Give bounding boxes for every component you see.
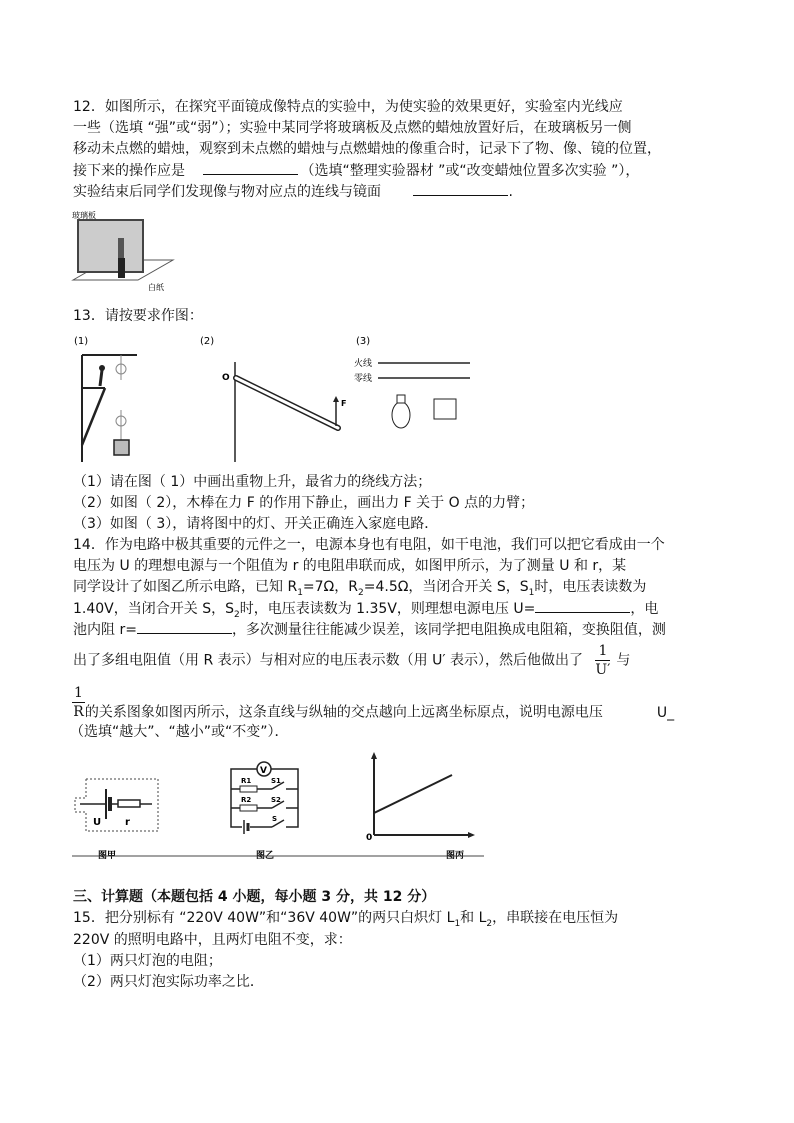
q15-line2: 220V 的照明电路中，且两灯电阻不变，求： bbox=[73, 932, 352, 948]
text: =4.5Ω，当闭合开关 S，S bbox=[363, 579, 529, 595]
force-f-label: F bbox=[341, 399, 347, 408]
text: ，电 bbox=[630, 601, 659, 617]
candle bbox=[118, 258, 125, 278]
label-r2: R2 bbox=[241, 796, 252, 804]
label-s1: S1 bbox=[271, 777, 281, 785]
neutral-wire-label: 零线 bbox=[354, 374, 373, 384]
q12-mirror-figure bbox=[68, 208, 178, 293]
q12-line5-text: 实验结束后同学们发现像与物对应点的连线与镜面 bbox=[73, 184, 381, 200]
q12-line2: 一些（选填 “强”或“弱”）；实验中某同学将玻璃板及点燃的蜡烛放置好后，在玻璃板另一侧 bbox=[73, 120, 632, 136]
q15-sub2: （2）两只灯泡实际功率之比． bbox=[73, 974, 264, 990]
q12-line4 bbox=[73, 160, 639, 181]
graph-line bbox=[374, 775, 452, 813]
text: 15．把分别标有 “220V 40W”和“36V 40W”的两只白炽灯 L bbox=[73, 910, 455, 926]
q12-line5 bbox=[73, 181, 513, 202]
q14-resistance-blank[interactable] bbox=[137, 619, 232, 634]
candle-image bbox=[118, 238, 124, 260]
weight-block bbox=[114, 440, 129, 455]
switch-icon bbox=[434, 399, 456, 419]
q14-line2: 电压为 U 的理想电源与一个阻值为 r 的电阻串联而成，如图甲所示，为了测量 U 和 r，某 bbox=[73, 558, 627, 574]
text: =7Ω，R bbox=[302, 579, 358, 595]
subscript: 2 bbox=[233, 609, 240, 620]
fig2-label: (2) bbox=[200, 336, 215, 347]
fraction-1-over-r bbox=[72, 684, 85, 721]
text: 时，电压表读数为 1.35V，则理想电源电压 U= bbox=[239, 601, 536, 617]
q15-sub1: （1）两只灯泡的电阻； bbox=[73, 953, 222, 969]
text: 池内阻 r= bbox=[73, 622, 137, 638]
q12-line3: 移动未点燃的蜡烛，观察到未点燃的蜡烛与点燃蜡烛的像重合时，记录下了物、像、镜的位置， bbox=[73, 141, 661, 157]
glass-label: 玻璃板 bbox=[72, 211, 96, 220]
denominator: R bbox=[73, 704, 84, 720]
fig-jia-label: 图甲 bbox=[98, 851, 117, 861]
text: 时，电压表读数为 bbox=[534, 579, 647, 595]
subscript: 2 bbox=[358, 587, 364, 598]
fig-yi-label: 图乙 bbox=[256, 851, 275, 861]
label-r: r bbox=[125, 817, 130, 828]
fig1-label: (1) bbox=[74, 336, 89, 347]
q14-line6 bbox=[73, 642, 630, 679]
figure-bing-graph bbox=[366, 752, 475, 861]
bulb-icon bbox=[392, 402, 410, 428]
text: 出了多组电阻值（用 R 表示）与相对应的电压表示数（用 U′ 表示），然后他做出了 bbox=[73, 652, 583, 669]
fraction-1-over-u bbox=[595, 642, 610, 679]
q12-line1: 12．如图所示，在探究平面镜成像特点的实验中，为使实验的效果更好，实验室内光线应 bbox=[73, 99, 623, 115]
denominator: U′ bbox=[595, 662, 611, 678]
fig3-label: (3) bbox=[356, 336, 371, 347]
subscript: 1 bbox=[528, 587, 535, 598]
text: 和 L bbox=[460, 910, 487, 926]
figure-yi bbox=[231, 762, 298, 861]
q14-line1: 14．作为电路中极其重要的元件之一，电源本身也有电阻，如干电池，我们可以把它看成由一个 bbox=[73, 537, 665, 553]
q14-line8: （选填“越大”、“越小”或“不变”）． bbox=[70, 724, 289, 740]
subscript: 1 bbox=[297, 587, 303, 598]
subscript: 1 bbox=[454, 918, 461, 929]
paper-label: 白纸 bbox=[148, 283, 164, 292]
q14-figures bbox=[60, 745, 490, 863]
text: ，多次测量往往能减少误差，该同学把电阻换成电阻箱，变换阻值，测 bbox=[231, 622, 666, 638]
numerator: 1 bbox=[595, 642, 610, 661]
text: 1.40V，当闭合开关 S，S bbox=[73, 601, 234, 617]
figure-jia bbox=[75, 779, 158, 861]
force-arrow bbox=[333, 396, 339, 402]
q13-figures bbox=[60, 330, 480, 465]
q12-line4-options: （选填“整理实验器材 ”或“改变蜡烛位置多次实验 ”）， bbox=[300, 163, 640, 179]
fig-bing-label: 图丙 bbox=[446, 851, 465, 861]
q13-sub1: （1）请在图（ 1）中画出重物上升，最省力的绕线方法； bbox=[73, 474, 432, 490]
q14-line7 bbox=[72, 684, 674, 722]
q13-sub2: （2）如图（ 2），木棒在力 F 的作用下静止，画出力 F 关于 O 点的力臂； bbox=[73, 495, 535, 511]
glass-plate bbox=[78, 220, 143, 272]
q12-answer-blank-3[interactable] bbox=[413, 181, 508, 196]
q13-sub3: （3）如图（ 3），请将图中的灯、开关正确连入家庭电路． bbox=[73, 516, 439, 532]
origin-label: 0 bbox=[366, 833, 373, 843]
point-o-label: O bbox=[222, 373, 230, 383]
text: 的关系图象如图丙所示，这条直线与纵轴的交点越向上远离坐标原点，说明电源电压 bbox=[84, 704, 603, 721]
period: . bbox=[508, 184, 513, 200]
numerator: 1 bbox=[74, 685, 83, 701]
q12-line4-text: 接下来的操作应是 bbox=[73, 163, 185, 179]
label-v: V bbox=[260, 766, 267, 776]
text: 同学设计了如图乙所示电路，已知 R bbox=[73, 579, 298, 595]
label-u: U bbox=[93, 817, 102, 828]
q14-line5 bbox=[73, 619, 666, 640]
live-wire-label: 火线 bbox=[354, 359, 373, 369]
label-r1: R1 bbox=[241, 777, 252, 785]
text: ，串联接在电压恒为 bbox=[492, 910, 619, 926]
q12-answer-blank-2[interactable] bbox=[203, 160, 298, 175]
section3-title: 三、计算题（本题包括 4 小题，每小题 3 分，共 12 分） bbox=[73, 889, 436, 905]
label-s: S bbox=[272, 815, 278, 823]
q13-title: 13．请按要求作图： bbox=[73, 308, 203, 324]
subscript: 2 bbox=[486, 918, 493, 929]
q14-trend-blank[interactable]: U_ bbox=[656, 704, 675, 721]
q14-voltage-blank[interactable] bbox=[535, 598, 630, 613]
label-s2: S2 bbox=[271, 796, 281, 804]
text: 与 bbox=[616, 652, 631, 669]
